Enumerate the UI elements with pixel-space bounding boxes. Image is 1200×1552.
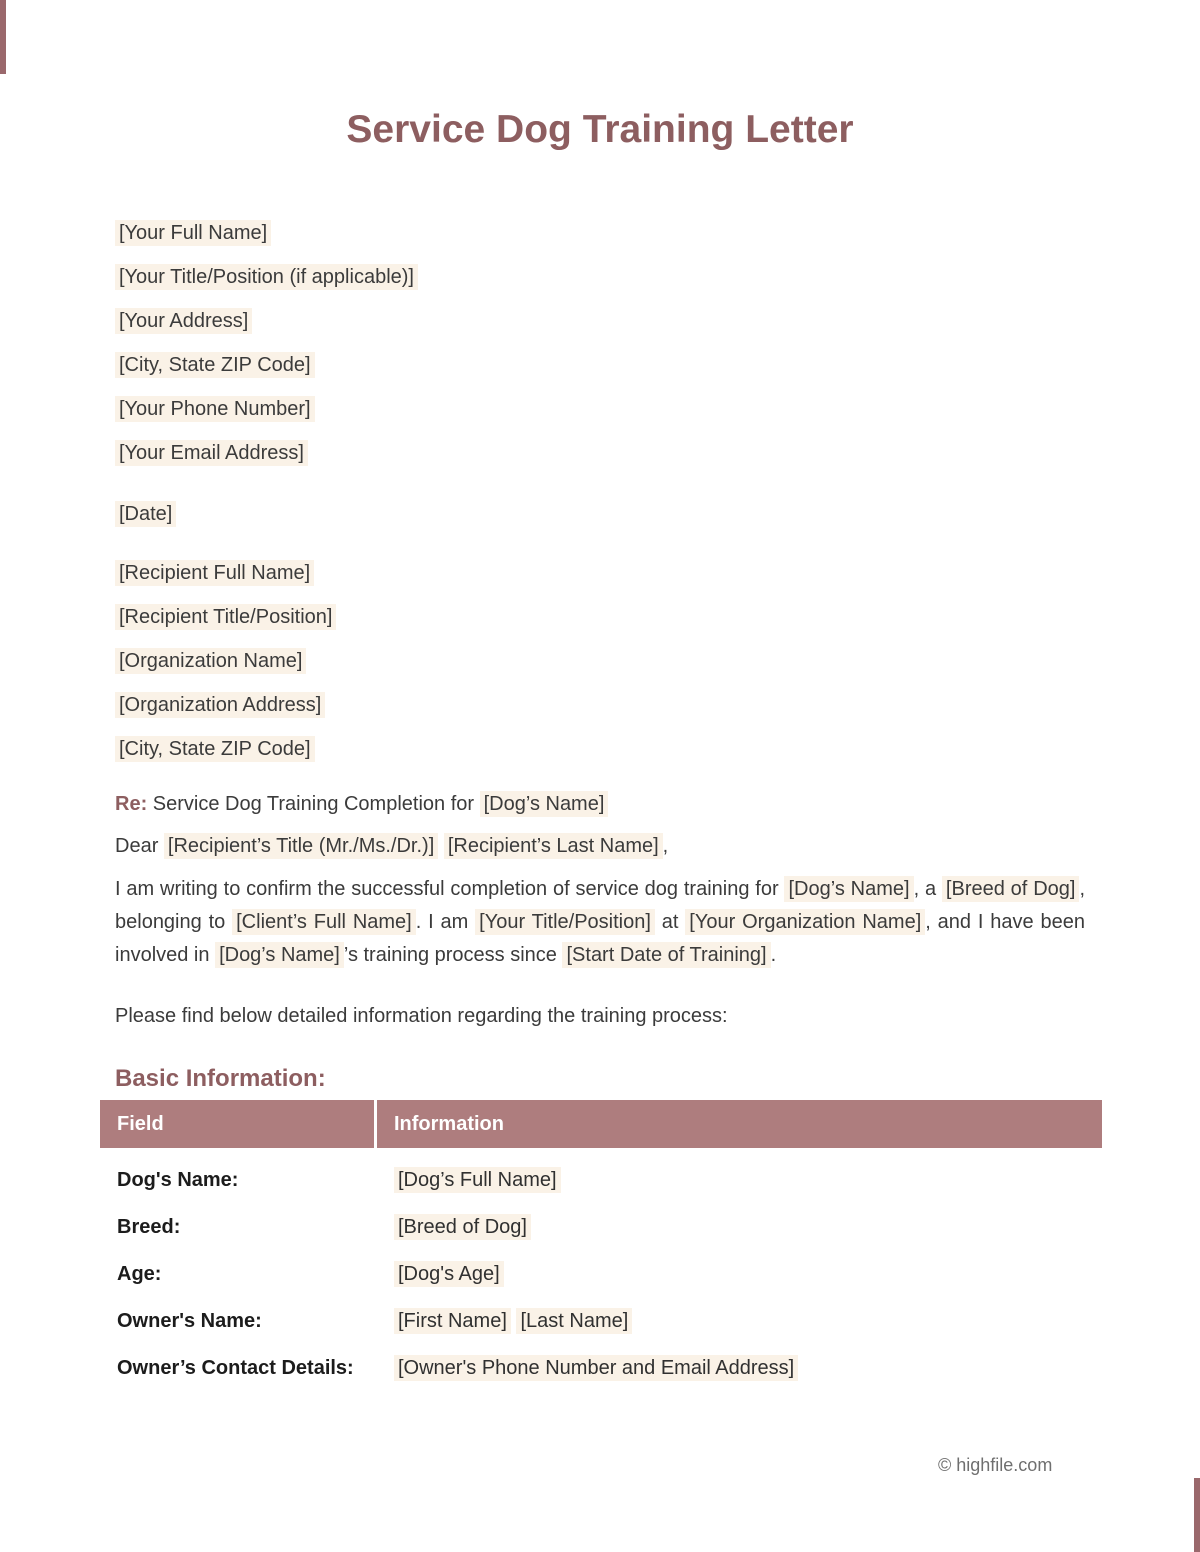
text-run: Service Dog Training Completion for [147,793,480,815]
placeholder-field: [Recipient’s Last Name] [444,833,663,859]
re-subject-text [147,791,608,817]
text-run: , a [913,878,942,900]
row-info-age [377,1259,1102,1289]
placeholder-organization-name: [Organization Name] [115,648,306,674]
placeholder-organization-address: [Organization Address] [115,692,325,718]
text-run: . [770,944,777,966]
text-run: I am writing to confirm the successful completion of service dog training for [115,878,785,900]
row-field-age: Age: [117,1263,162,1285]
table-row [100,1306,1102,1336]
recipient-line [115,646,1085,677]
recipient-line [115,602,1085,633]
placeholder-field: [Client’s Full Name] [232,909,416,935]
basic-information-table [100,1100,1102,1383]
sender-line [115,262,1085,293]
placeholder-field: [First Name] [394,1308,511,1334]
row-info-owners-name [377,1306,1102,1336]
footer-credit: © highfile.com [938,1455,1053,1475]
text-run: at [654,911,686,933]
placeholder-your-phone: [Your Phone Number] [115,396,315,422]
re-subject-line [115,789,1085,820]
placeholder-field: [Dog’s Full Name] [394,1167,561,1193]
placeholder-field: [Dog’s Name] [784,876,913,902]
placeholder-field: [Dog’s Name] [215,942,344,968]
placeholder-field: [Breed of Dog] [394,1214,531,1240]
row-info-owners-contact [377,1353,1102,1383]
recipient-line [115,558,1085,589]
sender-address-block [115,218,1085,469]
placeholder-field: [Owner's Phone Number and Email Address] [394,1355,798,1381]
placeholder-field: [Recipient’s Title (Mr./Ms./Dr.)] [164,833,438,859]
re-label: Re: [115,793,148,815]
date-line [115,499,1085,530]
basic-information-heading: Basic Information: [115,1065,326,1092]
recipient-line [115,690,1085,721]
row-field-owners-contact: Owner’s Contact Details: [117,1357,354,1379]
text-run: , belonging to [115,878,1086,933]
body-paragraph [115,873,1085,972]
row-field-dogs-name: Dog's Name: [117,1169,239,1191]
text-run: , and I have been involved in [115,911,1085,966]
text-run: , [662,835,669,857]
placeholder-your-city-state-zip: [City, State ZIP Code] [115,352,315,378]
table-header-field: Field [100,1100,377,1148]
placeholder-date: [Date] [115,501,176,527]
sender-line [115,306,1085,337]
sender-line [115,394,1085,425]
table-header-row [100,1100,1102,1148]
placeholder-field: [Breed of Dog] [942,876,1080,902]
table-header-information: Information [394,1113,504,1135]
placeholder-recipient-city-state-zip: [City, State ZIP Code] [115,736,315,762]
recipient-line [115,734,1085,765]
placeholder-field: [Your Title/Position] [475,909,655,935]
salutation-line [115,831,1085,862]
text-run: ’s training process since [343,944,563,966]
text-run: Dear [115,835,164,857]
row-info-dogs-name [377,1165,1102,1195]
sender-line [115,218,1085,249]
table-row [100,1353,1102,1383]
bottom-right-accent-bar [1194,1478,1200,1552]
text-run: . I am [415,911,476,933]
placeholder-field: [Dog's Age] [394,1261,504,1287]
placeholder-field: [Start Date of Training] [562,942,770,968]
placeholder-field: [Dog’s Name] [480,791,609,817]
placeholder-your-title-position: [Your Title/Position (if applicable)] [115,264,418,290]
row-field-owners-name: Owner's Name: [117,1310,262,1332]
placeholder-your-full-name: [Your Full Name] [115,220,271,246]
page-title: Service Dog Training Letter [346,108,854,151]
placeholder-recipient-title-position: [Recipient Title/Position] [115,604,336,630]
placeholder-your-email: [Your Email Address] [115,440,308,466]
placeholder-field: [Your Organization Name] [685,909,925,935]
letter-body [115,218,1085,1383]
row-info-breed [377,1212,1102,1242]
text-run [438,835,444,857]
row-field-breed: Breed: [117,1216,181,1238]
sender-line [115,438,1085,469]
placeholder-your-address: [Your Address] [115,308,252,334]
closing-intro-line: Please find below detailed information regarding the training process: [115,1005,728,1027]
placeholder-recipient-full-name: [Recipient Full Name] [115,560,314,586]
table-row [100,1259,1102,1289]
recipient-address-block [115,558,1085,765]
placeholder-field: [Last Name] [516,1308,632,1334]
table-row [100,1165,1102,1195]
top-left-accent-bar [0,0,6,74]
sender-line [115,350,1085,381]
table-row [100,1212,1102,1242]
